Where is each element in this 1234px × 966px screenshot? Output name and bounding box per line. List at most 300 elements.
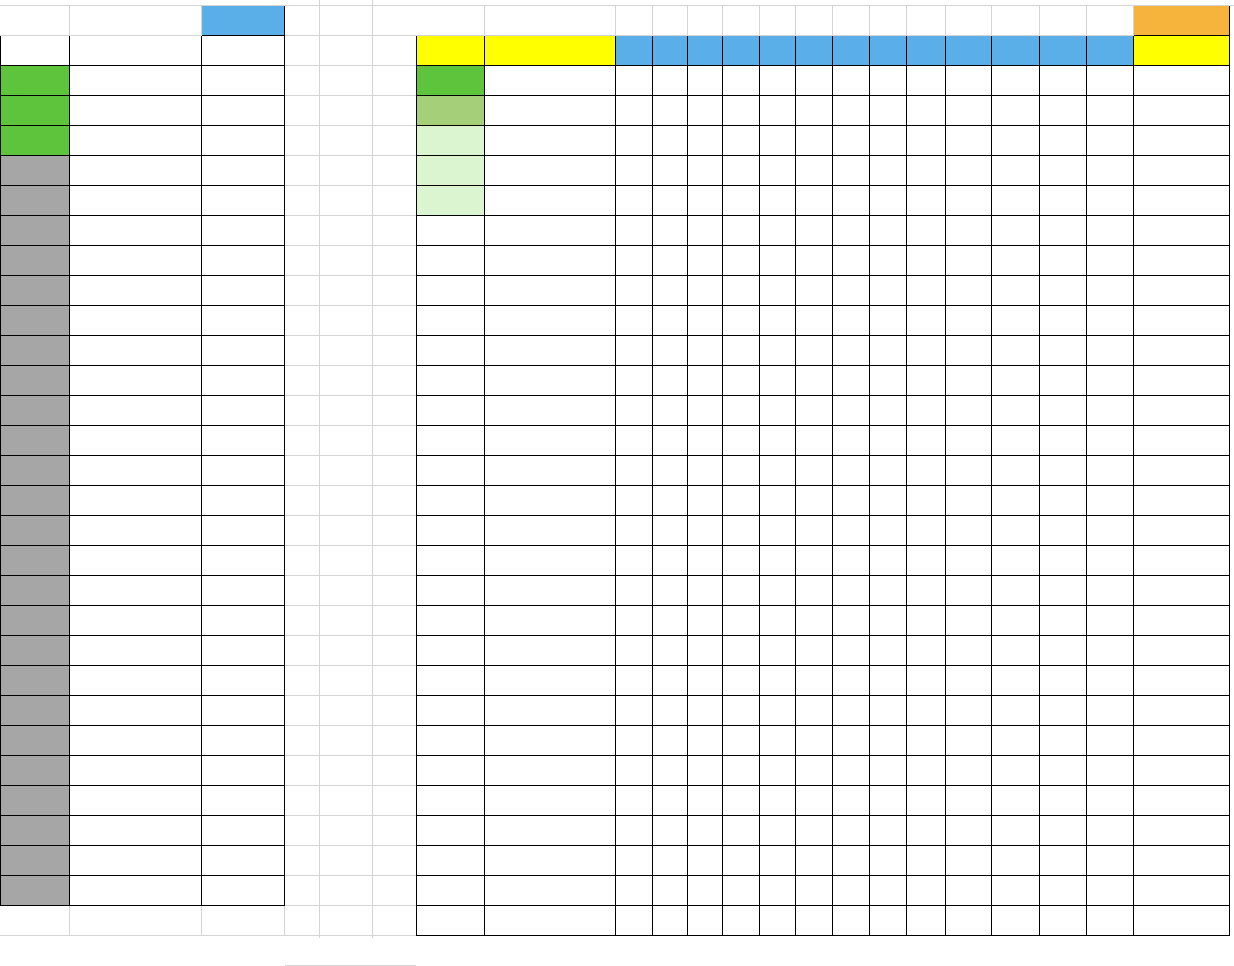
right-rank[interactable]: [416, 696, 485, 726]
right-participant[interactable]: [485, 456, 616, 486]
score-j3[interactable]: [688, 306, 723, 336]
score-j2[interactable]: [653, 576, 688, 606]
score-j11[interactable]: [992, 846, 1040, 876]
score-j8[interactable]: [870, 636, 907, 666]
score-j11[interactable]: [992, 216, 1040, 246]
score-j4[interactable]: [723, 336, 760, 366]
score-j10[interactable]: [946, 816, 992, 846]
left-points[interactable]: [202, 546, 285, 576]
left-points[interactable]: [202, 426, 285, 456]
score-j10[interactable]: [946, 276, 992, 306]
score-j2[interactable]: [653, 786, 688, 816]
score-j11[interactable]: [992, 696, 1040, 726]
score-j1[interactable]: [616, 96, 653, 126]
score-j6[interactable]: [796, 516, 833, 546]
score-j12[interactable]: [1040, 276, 1087, 306]
score-j7[interactable]: [833, 606, 870, 636]
score-j8[interactable]: [870, 246, 907, 276]
score-j12[interactable]: [1040, 846, 1087, 876]
score-j12[interactable]: [1040, 246, 1087, 276]
score-j5[interactable]: [760, 486, 796, 516]
score-j7[interactable]: [833, 456, 870, 486]
empty-cell[interactable]: [907, 6, 946, 36]
empty-cell[interactable]: [416, 6, 485, 36]
score-j5[interactable]: [760, 396, 796, 426]
score-j10[interactable]: [946, 246, 992, 276]
right-total-points[interactable]: [1134, 186, 1230, 216]
score-j8[interactable]: [870, 516, 907, 546]
score-j13[interactable]: [1087, 786, 1134, 816]
score-j12[interactable]: [1040, 396, 1087, 426]
score-j9[interactable]: [907, 846, 946, 876]
score-j4[interactable]: [723, 66, 760, 96]
right-rank[interactable]: [416, 726, 485, 756]
score-j9[interactable]: [907, 156, 946, 186]
right-total-points[interactable]: [1134, 546, 1230, 576]
left-participant[interactable]: [70, 756, 202, 786]
score-j4[interactable]: [723, 396, 760, 426]
score-j11[interactable]: [992, 876, 1040, 906]
left-points[interactable]: [202, 396, 285, 426]
score-j8[interactable]: [870, 186, 907, 216]
score-j6[interactable]: [796, 666, 833, 696]
score-j10[interactable]: [946, 426, 992, 456]
left-points[interactable]: [202, 276, 285, 306]
score-j2[interactable]: [653, 696, 688, 726]
left-participant[interactable]: [70, 456, 202, 486]
score-j1[interactable]: [616, 786, 653, 816]
score-j2[interactable]: [653, 186, 688, 216]
score-j10[interactable]: [946, 456, 992, 486]
empty-cell[interactable]: [0, 906, 70, 936]
empty-cell[interactable]: [992, 6, 1040, 36]
score-j3[interactable]: [688, 486, 723, 516]
score-j7[interactable]: [833, 696, 870, 726]
right-header-14[interactable]: [1087, 36, 1134, 66]
score-j1[interactable]: [616, 126, 653, 156]
score-j6[interactable]: [796, 276, 833, 306]
score-j13[interactable]: [1087, 726, 1134, 756]
left-participant[interactable]: [70, 816, 202, 846]
score-j8[interactable]: [870, 336, 907, 366]
right-participant[interactable]: [485, 726, 616, 756]
score-j3[interactable]: [688, 216, 723, 246]
right-total-points[interactable]: [1134, 396, 1230, 426]
score-j6[interactable]: [796, 156, 833, 186]
right-participant[interactable]: [485, 816, 616, 846]
left-participant[interactable]: [70, 606, 202, 636]
left-points[interactable]: [202, 876, 285, 906]
right-participant[interactable]: [485, 216, 616, 246]
score-j5[interactable]: [760, 636, 796, 666]
score-j1[interactable]: [616, 666, 653, 696]
score-j4[interactable]: [723, 126, 760, 156]
score-j12[interactable]: [1040, 66, 1087, 96]
right-rank[interactable]: [416, 336, 485, 366]
right-total-points[interactable]: [1134, 66, 1230, 96]
score-j9[interactable]: [907, 636, 946, 666]
score-j7[interactable]: [833, 516, 870, 546]
right-total-points[interactable]: [1134, 126, 1230, 156]
right-rank[interactable]: [416, 606, 485, 636]
score-j4[interactable]: [723, 216, 760, 246]
score-j12[interactable]: [1040, 636, 1087, 666]
score-j7[interactable]: [833, 576, 870, 606]
score-j8[interactable]: [870, 276, 907, 306]
right-header-2[interactable]: [616, 36, 653, 66]
score-j6[interactable]: [796, 426, 833, 456]
score-j3[interactable]: [688, 276, 723, 306]
score-j13[interactable]: [1087, 606, 1134, 636]
score-j3[interactable]: [688, 876, 723, 906]
score-j6[interactable]: [796, 186, 833, 216]
right-total-points[interactable]: [1134, 876, 1230, 906]
empty-cell[interactable]: [485, 6, 616, 36]
score-j7[interactable]: [833, 906, 870, 936]
score-j4[interactable]: [723, 516, 760, 546]
left-points[interactable]: [202, 216, 285, 246]
score-j9[interactable]: [907, 276, 946, 306]
right-total-points[interactable]: [1134, 156, 1230, 186]
score-j9[interactable]: [907, 426, 946, 456]
score-j2[interactable]: [653, 126, 688, 156]
score-j7[interactable]: [833, 636, 870, 666]
score-j6[interactable]: [796, 726, 833, 756]
left-rank[interactable]: [0, 336, 70, 366]
score-j8[interactable]: [870, 696, 907, 726]
score-j13[interactable]: [1087, 276, 1134, 306]
left-rank[interactable]: [0, 186, 70, 216]
left-rank[interactable]: [0, 396, 70, 426]
score-j2[interactable]: [653, 816, 688, 846]
score-j5[interactable]: [760, 426, 796, 456]
score-j11[interactable]: [992, 606, 1040, 636]
score-j5[interactable]: [760, 276, 796, 306]
score-j6[interactable]: [796, 366, 833, 396]
score-j5[interactable]: [760, 876, 796, 906]
left-points[interactable]: [202, 306, 285, 336]
score-j10[interactable]: [946, 786, 992, 816]
score-j13[interactable]: [1087, 426, 1134, 456]
empty-cell[interactable]: [833, 6, 870, 36]
score-j7[interactable]: [833, 396, 870, 426]
score-j6[interactable]: [796, 66, 833, 96]
score-j5[interactable]: [760, 696, 796, 726]
empty-cell[interactable]: [723, 6, 760, 36]
score-j1[interactable]: [616, 516, 653, 546]
score-j8[interactable]: [870, 456, 907, 486]
score-j6[interactable]: [796, 486, 833, 516]
score-j12[interactable]: [1040, 726, 1087, 756]
score-j8[interactable]: [870, 216, 907, 246]
right-participant[interactable]: [485, 276, 616, 306]
score-j12[interactable]: [1040, 786, 1087, 816]
score-j3[interactable]: [688, 756, 723, 786]
score-j7[interactable]: [833, 816, 870, 846]
score-j12[interactable]: [1040, 816, 1087, 846]
score-j1[interactable]: [616, 216, 653, 246]
score-j2[interactable]: [653, 96, 688, 126]
score-j12[interactable]: [1040, 576, 1087, 606]
left-rank[interactable]: [0, 666, 70, 696]
score-j1[interactable]: [616, 606, 653, 636]
score-j8[interactable]: [870, 606, 907, 636]
score-j10[interactable]: [946, 906, 992, 936]
score-j13[interactable]: [1087, 456, 1134, 486]
score-j2[interactable]: [653, 876, 688, 906]
left-participant[interactable]: [70, 876, 202, 906]
score-j1[interactable]: [616, 726, 653, 756]
score-j12[interactable]: [1040, 696, 1087, 726]
score-j6[interactable]: [796, 636, 833, 666]
score-j5[interactable]: [760, 366, 796, 396]
score-j2[interactable]: [653, 276, 688, 306]
right-participant[interactable]: [485, 846, 616, 876]
left-rank[interactable]: [0, 96, 70, 126]
left-rank[interactable]: [0, 786, 70, 816]
score-j3[interactable]: [688, 186, 723, 216]
score-j12[interactable]: [1040, 606, 1087, 636]
score-j2[interactable]: [653, 606, 688, 636]
left-rank[interactable]: [0, 306, 70, 336]
left-participant[interactable]: [70, 246, 202, 276]
right-participant[interactable]: [485, 96, 616, 126]
score-j1[interactable]: [616, 246, 653, 276]
right-total-points[interactable]: [1134, 846, 1230, 876]
score-j7[interactable]: [833, 186, 870, 216]
score-j2[interactable]: [653, 246, 688, 276]
right-total-points[interactable]: [1134, 216, 1230, 246]
right-header-15[interactable]: [1134, 36, 1230, 66]
right-total-points[interactable]: [1134, 456, 1230, 486]
score-j6[interactable]: [796, 246, 833, 276]
score-j7[interactable]: [833, 486, 870, 516]
score-j10[interactable]: [946, 666, 992, 696]
left-rank[interactable]: [0, 426, 70, 456]
score-j8[interactable]: [870, 306, 907, 336]
left-points[interactable]: [202, 66, 285, 96]
score-j2[interactable]: [653, 486, 688, 516]
score-j10[interactable]: [946, 306, 992, 336]
score-j10[interactable]: [946, 516, 992, 546]
score-j13[interactable]: [1087, 366, 1134, 396]
left-rank[interactable]: [0, 876, 70, 906]
score-j3[interactable]: [688, 96, 723, 126]
score-j9[interactable]: [907, 876, 946, 906]
score-j11[interactable]: [992, 96, 1040, 126]
right-header-9[interactable]: [870, 36, 907, 66]
left-participant[interactable]: [70, 336, 202, 366]
score-j4[interactable]: [723, 726, 760, 756]
right-participant[interactable]: [485, 636, 616, 666]
right-total-points[interactable]: [1134, 756, 1230, 786]
score-j9[interactable]: [907, 516, 946, 546]
score-j9[interactable]: [907, 456, 946, 486]
left-rank[interactable]: [0, 276, 70, 306]
score-j9[interactable]: [907, 216, 946, 246]
left-rank[interactable]: [0, 636, 70, 666]
score-j13[interactable]: [1087, 816, 1134, 846]
right-rank[interactable]: [416, 786, 485, 816]
score-j11[interactable]: [992, 336, 1040, 366]
score-j9[interactable]: [907, 486, 946, 516]
left-points[interactable]: [202, 246, 285, 276]
score-j1[interactable]: [616, 66, 653, 96]
right-rank[interactable]: [416, 516, 485, 546]
score-j13[interactable]: [1087, 546, 1134, 576]
left-rank[interactable]: [0, 576, 70, 606]
score-j4[interactable]: [723, 96, 760, 126]
empty-cell[interactable]: [870, 6, 907, 36]
right-rank[interactable]: [416, 246, 485, 276]
score-j1[interactable]: [616, 576, 653, 606]
score-j1[interactable]: [616, 186, 653, 216]
score-j4[interactable]: [723, 456, 760, 486]
right-header-8[interactable]: [833, 36, 870, 66]
right-total-points[interactable]: [1134, 696, 1230, 726]
score-j8[interactable]: [870, 96, 907, 126]
score-j4[interactable]: [723, 606, 760, 636]
score-j9[interactable]: [907, 726, 946, 756]
right-total-points[interactable]: [1134, 486, 1230, 516]
score-j4[interactable]: [723, 696, 760, 726]
right-participant[interactable]: [485, 516, 616, 546]
score-j3[interactable]: [688, 156, 723, 186]
score-j12[interactable]: [1040, 876, 1087, 906]
score-j6[interactable]: [796, 546, 833, 576]
score-j6[interactable]: [796, 816, 833, 846]
day-header-j13[interactable]: [202, 6, 285, 36]
right-participant[interactable]: [485, 126, 616, 156]
score-j12[interactable]: [1040, 306, 1087, 336]
score-j4[interactable]: [723, 816, 760, 846]
score-j2[interactable]: [653, 216, 688, 246]
left-participant[interactable]: [70, 96, 202, 126]
score-j9[interactable]: [907, 696, 946, 726]
score-j12[interactable]: [1040, 546, 1087, 576]
score-j12[interactable]: [1040, 666, 1087, 696]
score-j13[interactable]: [1087, 906, 1134, 936]
score-j6[interactable]: [796, 306, 833, 336]
score-j12[interactable]: [1040, 906, 1087, 936]
score-j3[interactable]: [688, 396, 723, 426]
left-participant[interactable]: [70, 396, 202, 426]
right-total-points[interactable]: [1134, 666, 1230, 696]
left-participant[interactable]: [70, 216, 202, 246]
score-j1[interactable]: [616, 816, 653, 846]
right-rank[interactable]: [416, 876, 485, 906]
score-j2[interactable]: [653, 846, 688, 876]
score-j1[interactable]: [616, 486, 653, 516]
score-j13[interactable]: [1087, 246, 1134, 276]
right-total-points[interactable]: [1134, 276, 1230, 306]
left-rank[interactable]: [0, 366, 70, 396]
score-j10[interactable]: [946, 546, 992, 576]
score-j8[interactable]: [870, 846, 907, 876]
score-j5[interactable]: [760, 456, 796, 486]
left-rank[interactable]: [0, 456, 70, 486]
left-participant[interactable]: [70, 666, 202, 696]
score-j5[interactable]: [760, 846, 796, 876]
empty-cell[interactable]: [616, 6, 653, 36]
score-j12[interactable]: [1040, 426, 1087, 456]
score-j3[interactable]: [688, 636, 723, 666]
score-j5[interactable]: [760, 186, 796, 216]
left-participant[interactable]: [70, 726, 202, 756]
left-points[interactable]: [202, 156, 285, 186]
score-j13[interactable]: [1087, 636, 1134, 666]
score-j7[interactable]: [833, 216, 870, 246]
score-j2[interactable]: [653, 546, 688, 576]
right-total-points[interactable]: [1134, 426, 1230, 456]
right-participant[interactable]: [485, 546, 616, 576]
right-total-points[interactable]: [1134, 306, 1230, 336]
right-rank[interactable]: [416, 96, 485, 126]
score-j1[interactable]: [616, 396, 653, 426]
score-j8[interactable]: [870, 396, 907, 426]
score-j10[interactable]: [946, 186, 992, 216]
score-j6[interactable]: [796, 786, 833, 816]
left-rank[interactable]: [0, 486, 70, 516]
left-points[interactable]: [202, 516, 285, 546]
score-j1[interactable]: [616, 456, 653, 486]
score-j12[interactable]: [1040, 186, 1087, 216]
right-rank[interactable]: [416, 846, 485, 876]
left-participant[interactable]: [70, 276, 202, 306]
score-j9[interactable]: [907, 186, 946, 216]
score-j5[interactable]: [760, 156, 796, 186]
right-header-4[interactable]: [688, 36, 723, 66]
score-j8[interactable]: [870, 366, 907, 396]
left-rank[interactable]: [0, 696, 70, 726]
score-j2[interactable]: [653, 156, 688, 186]
score-j10[interactable]: [946, 756, 992, 786]
left-participant[interactable]: [70, 846, 202, 876]
score-j10[interactable]: [946, 636, 992, 666]
empty-cell[interactable]: [0, 6, 70, 36]
score-j13[interactable]: [1087, 66, 1134, 96]
left-participant[interactable]: [70, 66, 202, 96]
left-rank[interactable]: [0, 606, 70, 636]
score-j11[interactable]: [992, 816, 1040, 846]
left-header-2[interactable]: [202, 36, 285, 66]
right-total-points[interactable]: [1134, 336, 1230, 366]
score-j13[interactable]: [1087, 396, 1134, 426]
right-header-3[interactable]: [653, 36, 688, 66]
right-header-1[interactable]: [485, 36, 616, 66]
left-participant[interactable]: [70, 126, 202, 156]
left-rank[interactable]: [0, 66, 70, 96]
score-j13[interactable]: [1087, 846, 1134, 876]
score-j3[interactable]: [688, 696, 723, 726]
left-rank[interactable]: [0, 756, 70, 786]
score-j8[interactable]: [870, 546, 907, 576]
score-j1[interactable]: [616, 366, 653, 396]
empty-cell[interactable]: [760, 6, 796, 36]
score-j7[interactable]: [833, 66, 870, 96]
score-j11[interactable]: [992, 276, 1040, 306]
left-participant[interactable]: [70, 306, 202, 336]
score-j11[interactable]: [992, 516, 1040, 546]
score-j3[interactable]: [688, 66, 723, 96]
score-j7[interactable]: [833, 426, 870, 456]
score-j3[interactable]: [688, 846, 723, 876]
left-rank[interactable]: [0, 216, 70, 246]
right-participant[interactable]: [485, 336, 616, 366]
score-j8[interactable]: [870, 876, 907, 906]
empty-cell[interactable]: [796, 6, 833, 36]
score-j5[interactable]: [760, 66, 796, 96]
